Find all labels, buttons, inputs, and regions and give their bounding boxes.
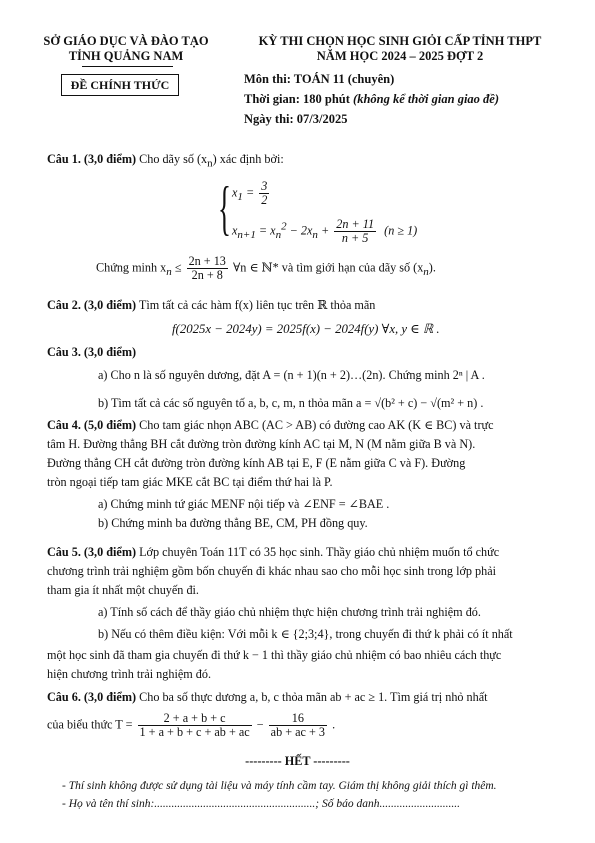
footer-note-2: - Họ và tên thí sinh:........................................................; Số báo danh............................ — [62, 798, 461, 810]
q5-part-b3: hiện chương trình trải nghiệm đó. — [47, 667, 212, 681]
q5-part-b1: b) Nếu có thêm điều kiện: Với mỗi k ∈ {2;3;4}, trong chuyến đi thứ k phải có ít nhất — [98, 627, 513, 641]
q5-line2: chương trình trải nghiệm gồm bốn chuyến đi khác nhau sao cho mỗi học sinh trong lớp phải — [47, 564, 497, 578]
q4-label: Câu 4. (5,0 điểm) — [47, 418, 137, 432]
q1-eq2-rest3: + — [317, 223, 333, 238]
q1-eq2-rest2: − 2x — [286, 223, 313, 238]
q6-l1: Cho ba số thực dương a, b, c thỏa mãn ab + ac ≥ 1. Tìm giá trị nhỏ nhất — [139, 690, 488, 704]
q5-label: Câu 5. (3,0 điểm) — [47, 545, 137, 559]
q1-text: Cho dãy số (x — [139, 152, 208, 166]
q1-prove-end: ). — [428, 260, 436, 275]
q5-line1 — [47, 545, 499, 560]
time-bold: Thời gian: 180 phút — [244, 92, 354, 106]
q6-f2-num: 16 — [269, 712, 327, 726]
q1-prove-post: ∀n ∈ ℕ* và tìm giới hạn của dãy số (x — [232, 260, 424, 275]
q1-prove-den: 2n + 8 — [191, 268, 223, 283]
q3-part-a: a) Cho n là số nguyên dương, đặt A = (n + 1)(n + 2)…(2n). Chứng minh 2ⁿ | A . — [98, 368, 485, 382]
q4-line3: Đường thẳng CH cắt đường tròn đường kính AB tại E, F (E nằm giữa C và F). Đường — [47, 456, 466, 470]
q3-label: Câu 3. (3,0 điểm) — [47, 345, 137, 359]
q6-expr-pre: của biểu thức T = — [47, 717, 136, 732]
q1-intro: Câu 1. (3,0 điểm) Cho dãy số $(x_n)$ xác định bởi: — [47, 152, 284, 170]
q1-eq1-left: x — [232, 185, 238, 200]
q1-eq2-frac — [334, 218, 376, 246]
q1-eq2: $x_{n+1} = x_n^2 - 2x_n$ + $\frac{2n + 11}{n + 5}$ (n ≥ 1) — [232, 217, 418, 246]
header-left — [26, 34, 226, 64]
q1-eq2-den: n + 5 — [341, 231, 369, 246]
q4-part-a: a) Chứng minh tứ giác MENF nội tiếp và ∠ENF = ∠BAE . — [98, 497, 390, 511]
q2-text: Tìm tất cả các hàm f(x) liên tục trên ℝ thỏa mãn — [138, 298, 376, 312]
q1-eq2-num: 2n + 11 — [336, 217, 375, 231]
header-right — [235, 34, 565, 64]
q1-eq1-den: 2 — [261, 193, 268, 208]
q6-expression — [47, 712, 335, 740]
q5-l1: Lớp chuyên Toán 11T có 35 học sinh. Thầy giáo chủ nhiệm muốn tổ chức — [139, 545, 500, 559]
q1-eq1-frac — [259, 180, 269, 208]
q1-eq1: $x_1$ = $\frac{3}{2}$ — [232, 179, 268, 208]
q6-label: Câu 6. (3,0 điểm) — [47, 690, 137, 704]
q6-minus: − — [256, 717, 267, 732]
q5-part-b2: một học sinh đã tham gia chuyến đi thứ k − 1 thì thầy giáo chủ nhiệm có bao nhiêu cách thực — [47, 648, 502, 662]
exam-date: Ngày thi: 07/3/2025 — [244, 112, 348, 126]
q1-prove: Chứng minh $x_n$ ≤ $\frac{2n + 13}{2n + 8}$ ∀n ∈ ℕ* và tìm giới hạn của dãy số $(x_n)$. — [96, 254, 436, 283]
official-box: ĐỀ CHÍNH THỨC — [61, 74, 179, 96]
q6-f1-den: 1 + a + b + c + ab + ac — [139, 725, 250, 740]
dept-name: SỞ GIÁO DỤC VÀ ĐÀO TẠO — [43, 34, 209, 48]
q1-prove-pre: Chứng minh x — [96, 260, 167, 275]
province-name: TỈNH QUẢNG NAM — [68, 49, 184, 63]
q4-line1 — [47, 418, 494, 433]
q6-expr-end: . — [332, 717, 336, 732]
q1-eq2-rest: = x — [255, 223, 276, 238]
header-left-underline — [82, 66, 173, 67]
q5-line3: tham gia ít nhất một chuyến đi. — [47, 583, 199, 597]
q4-line4: tròn ngoại tiếp tam giác MKE cắt BC tại điểm thứ hai là P. — [47, 475, 333, 489]
q6-line1 — [47, 690, 488, 705]
q1-label: Câu 1. (3,0 điểm) — [47, 152, 137, 166]
q3-part-b: b) Tìm tất cả các số nguyên tố a, b, c, m, n thỏa mãn a = √(b² + c) − √(m² + n) . — [98, 396, 484, 410]
q6-frac2 — [269, 712, 327, 740]
q1-brace: { — [218, 175, 231, 241]
q6-f1-num: 2 + a + b + c — [138, 712, 252, 726]
q5-part-a: a) Tính số cách để thầy giáo chủ nhiệm thực hiện chương trình trải nghiệm đó. — [98, 605, 481, 619]
q1-text-end: ) xác định bởi: — [212, 152, 284, 166]
time-line — [244, 92, 499, 107]
footer-note-1: - Thí sinh không được sử dụng tài liệu và máy tính cầm tay. Giám thị không giải thích gì thêm. — [62, 780, 497, 792]
q4-line2: tâm H. Đường thẳng BH cắt đường tròn đường kính AC tại M, N (M nằm giữa B và N). — [47, 437, 476, 451]
q1-eq2-cond: (n ≥ 1) — [384, 223, 418, 238]
q4-part-b: b) Chứng minh ba đường thẳng BE, CM, PH đồng quy. — [98, 516, 368, 530]
q1-prove-frac — [187, 255, 228, 283]
q6-frac1 — [138, 712, 252, 740]
q2-equation: f(2025x − 2024y) = 2025f(x) − 2024f(y) ∀x, y ∈ ℝ . — [172, 322, 440, 336]
end-mark: --------- HẾT --------- — [245, 754, 350, 768]
q2-label: Câu 2. (3,0 điểm) — [47, 298, 137, 312]
time-italic: (không kể thời gian giao đề) — [353, 92, 500, 106]
q2-intro — [47, 298, 375, 313]
subject: Môn thi: TOÁN 11 (chuyên) — [244, 72, 395, 86]
q4-l1: Cho tam giác nhọn ABC (AC > AB) có đường cao AK (K ∈ BC) và trực — [139, 418, 494, 432]
q1-eq2-x: x — [232, 223, 238, 238]
q1-eq1-num: 3 — [261, 179, 268, 193]
exam-title: KỲ THI CHỌN HỌC SINH GIỎI CẤP TỈNH THPT — [258, 34, 542, 48]
q6-f2-den: ab + ac + 3 — [270, 725, 326, 740]
q1-prove-le: ≤ — [171, 260, 185, 275]
school-year: NĂM HỌC 2024 – 2025 ĐỢT 2 — [316, 49, 484, 63]
q1-prove-num: 2n + 13 — [188, 254, 226, 268]
